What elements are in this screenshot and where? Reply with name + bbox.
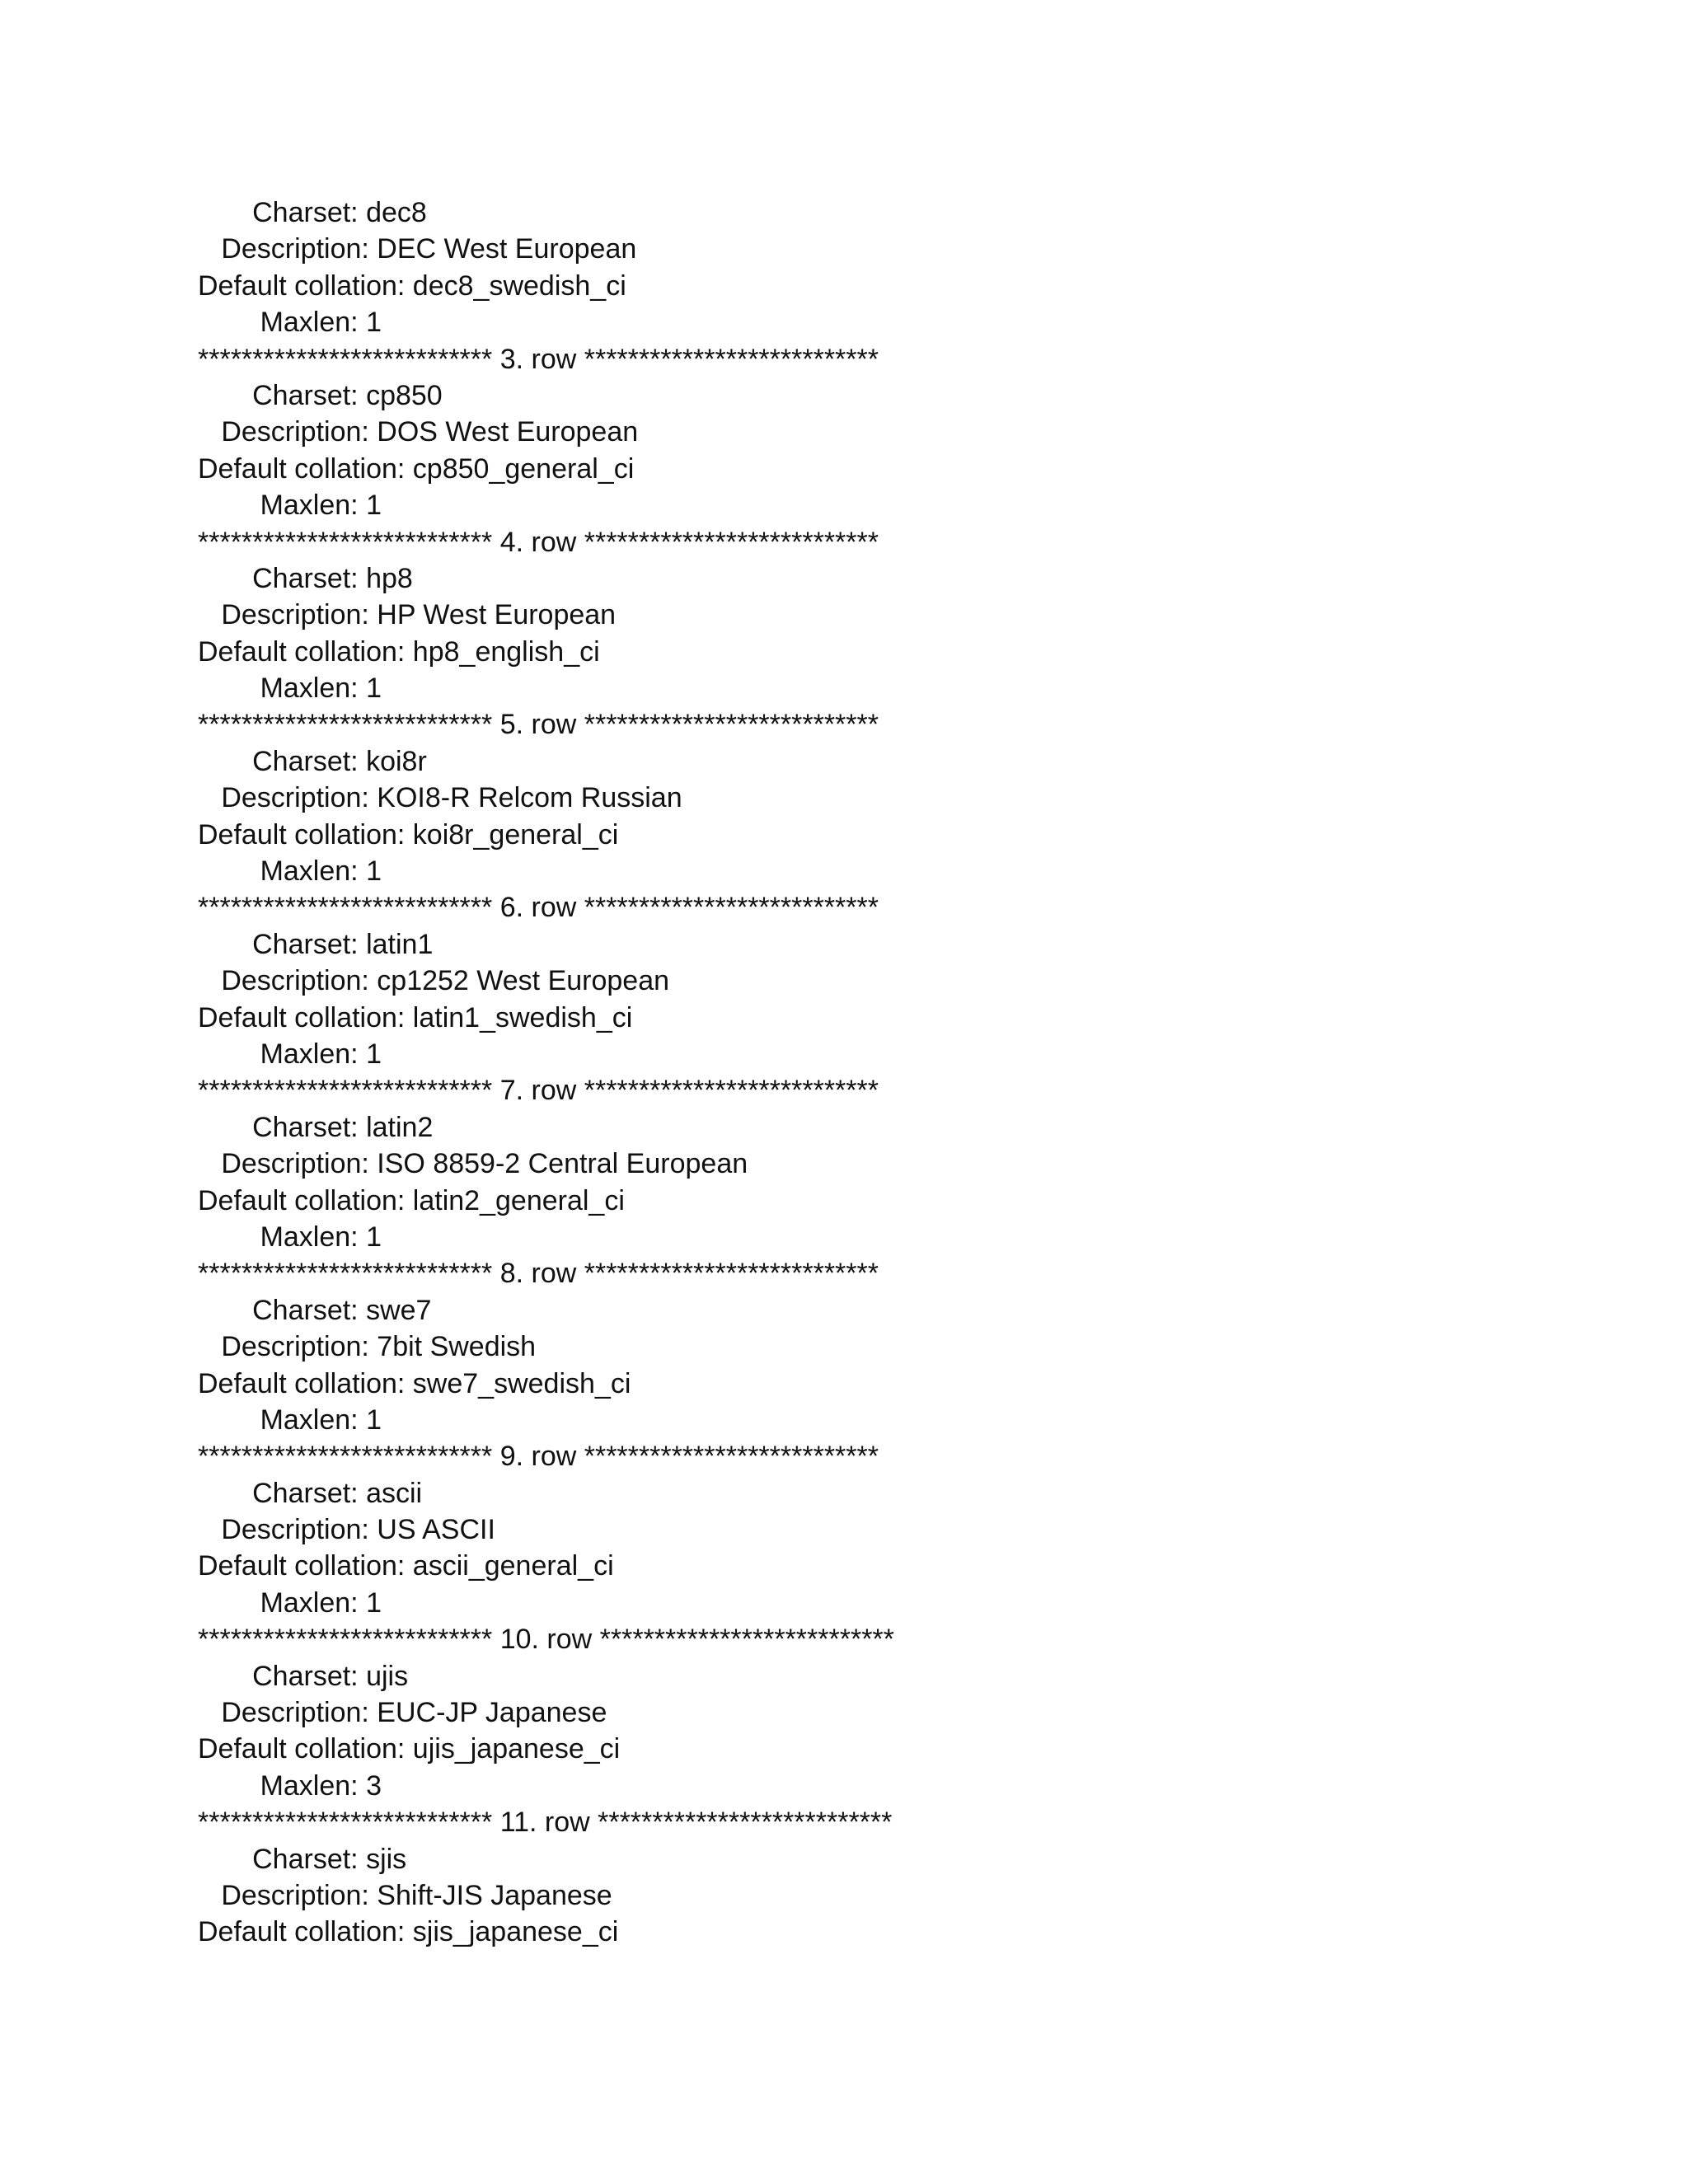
field-line: Charset: dec8 — [198, 197, 427, 228]
field-line: Charset: latin2 — [198, 1111, 434, 1143]
field-line: Default collation: koi8r_general_ci — [198, 818, 619, 851]
field-line: Charset: cp850 — [198, 379, 443, 411]
field-line: Default collation: sjis_japanese_ci — [198, 1916, 619, 1948]
field-line: Description: EUC-JP Japanese — [198, 1697, 607, 1729]
query-output-document — [198, 194, 1599, 1951]
field-line: Description: Shift-JIS Japanese — [198, 1879, 612, 1911]
field-line: Charset: sjis — [198, 1843, 407, 1875]
field-line: Description: KOI8-R Relcom Russian — [198, 782, 682, 814]
field-line: Charset: hp8 — [198, 562, 413, 594]
field-line: Charset: latin1 — [198, 928, 434, 960]
row-separator-line: *************************** 4. row *************************** — [198, 526, 879, 558]
field-line: Maxlen: 1 — [198, 1404, 382, 1436]
field-line: Maxlen: 1 — [198, 855, 382, 888]
row-separator-line: *************************** 8. row *************************** — [198, 1258, 879, 1290]
field-line: Maxlen: 1 — [198, 490, 382, 522]
row-separator-line: *************************** 5. row *************************** — [198, 709, 879, 741]
field-line: Default collation: dec8_swedish_ci — [198, 269, 626, 302]
row-separator-line: *************************** 10. row *************************** — [198, 1624, 894, 1656]
field-line: Maxlen: 1 — [198, 1221, 382, 1253]
row-separator-line: *************************** 3. row *************************** — [198, 343, 879, 375]
field-line: Description: US ASCII — [198, 1514, 495, 1546]
row-separator-line: *************************** 11. row *************************** — [198, 1807, 893, 1839]
field-line: Description: cp1252 West European — [198, 965, 670, 997]
field-line: Default collation: swe7_swedish_ci — [198, 1367, 631, 1399]
field-line: Description: 7bit Swedish — [198, 1331, 537, 1363]
field-line: Default collation: ascii_general_ci — [198, 1550, 614, 1582]
field-line: Maxlen: 1 — [198, 307, 382, 339]
field-line: Maxlen: 1 — [198, 673, 382, 705]
field-line: Charset: ujis — [198, 1660, 409, 1692]
field-line: Description: DOS West European — [198, 416, 639, 448]
row-separator-line: *************************** 7. row *************************** — [198, 1075, 879, 1107]
row-separator-line: *************************** 6. row *************************** — [198, 892, 879, 924]
field-line: Description: DEC West European — [198, 233, 637, 265]
field-line: Description: HP West European — [198, 599, 617, 631]
field-line: Description: ISO 8859-2 Central European — [198, 1148, 748, 1180]
field-line: Charset: swe7 — [198, 1294, 432, 1326]
field-line: Maxlen: 1 — [198, 1038, 382, 1070]
field-line: Default collation: latin1_swedish_ci — [198, 1001, 633, 1033]
field-line: Charset: ascii — [198, 1477, 423, 1509]
field-line: Default collation: cp850_general_ci — [198, 452, 635, 485]
row-separator-line: *************************** 9. row *************************** — [198, 1441, 879, 1473]
field-line: Maxlen: 1 — [198, 1586, 382, 1619]
field-line: Default collation: hp8_english_ci — [198, 635, 600, 668]
field-line: Default collation: ujis_japanese_ci — [198, 1733, 621, 1765]
field-line: Charset: koi8r — [198, 745, 427, 777]
field-line: Maxlen: 3 — [198, 1769, 382, 1802]
field-line: Default collation: latin2_general_ci — [198, 1184, 625, 1216]
